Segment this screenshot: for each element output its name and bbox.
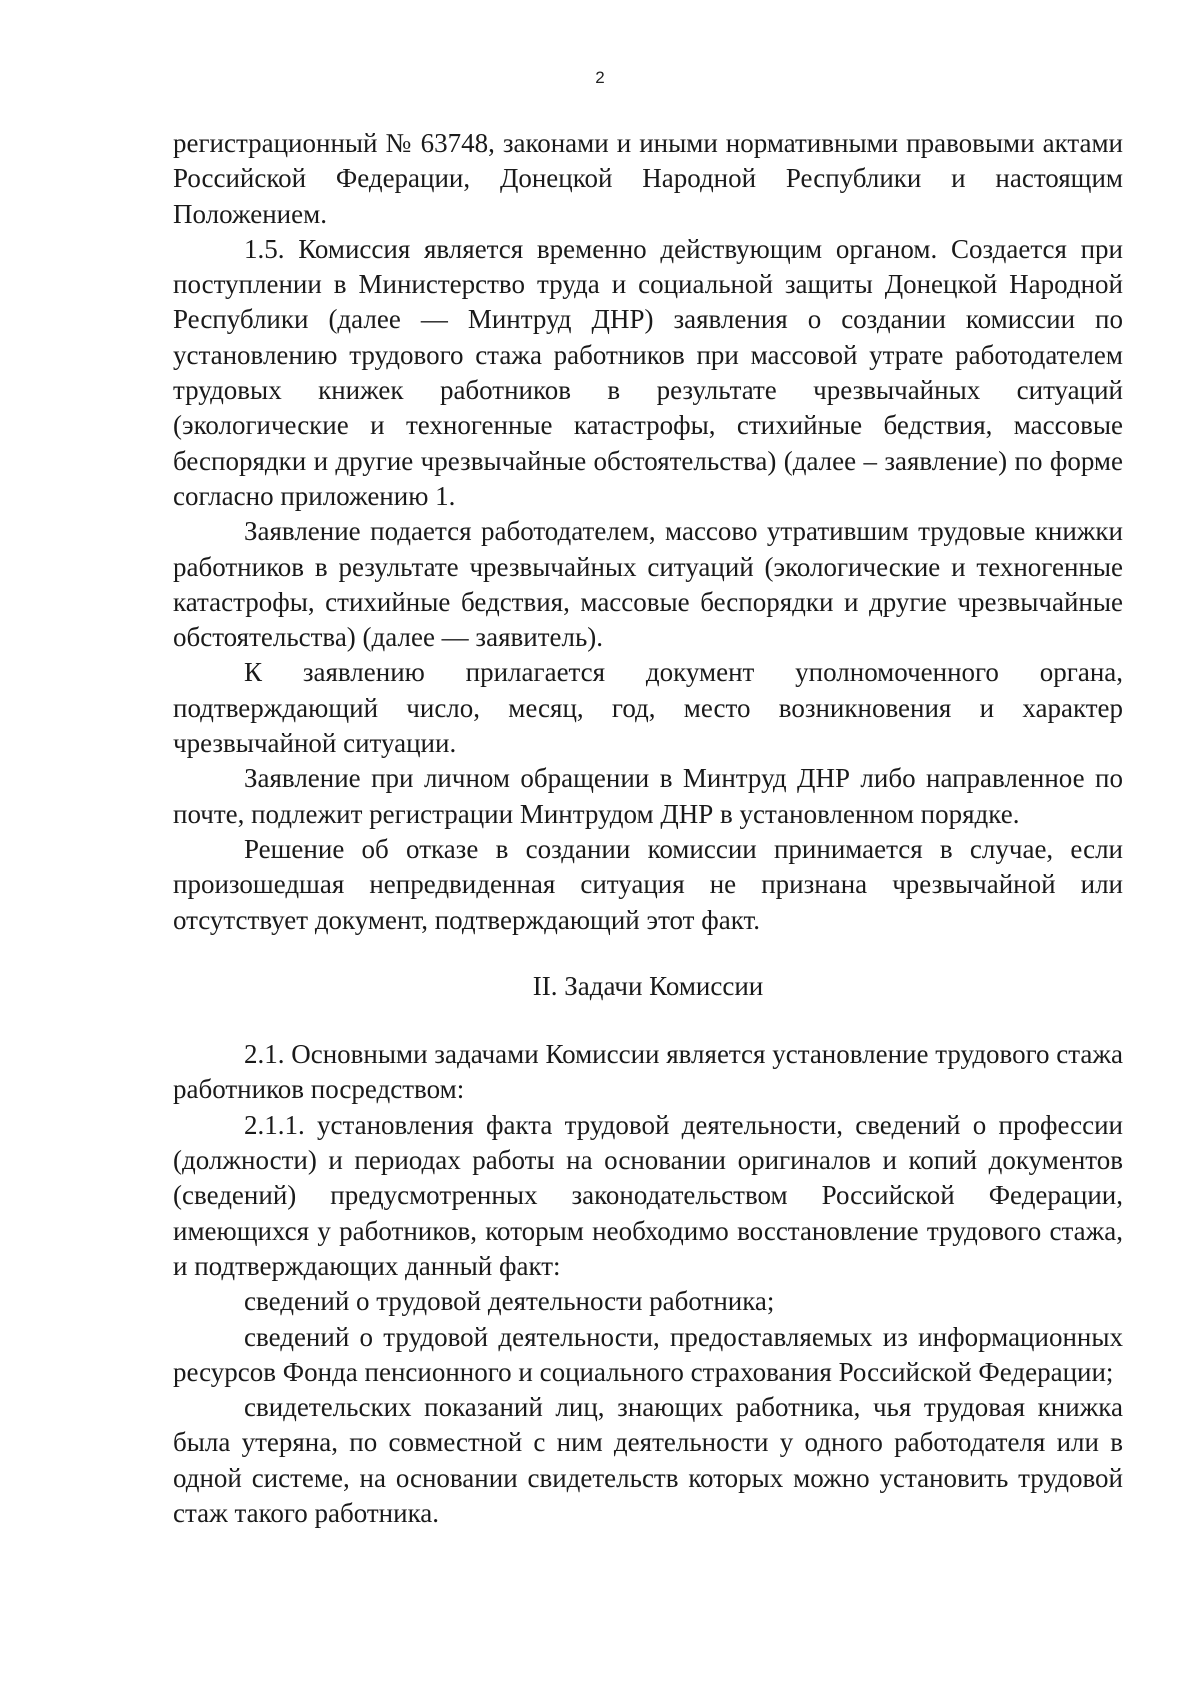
- paragraph-continuation: регистрационный № 63748, законами и иными нормативными правовыми актами Российской Федерации, Донецкой Народной Республики и настоящим Положением.: [173, 128, 1123, 229]
- paragraph-registration: Заявление при личном обращении в Минтруд ДНР либо направленное по почте, подлежит регистрации Минтрудом ДНР в установленном порядке.: [173, 763, 1123, 829]
- paragraph-2-1: 2.1. Основными задачами Комиссии является установление трудового стажа работников посредством:: [173, 1039, 1124, 1105]
- paragraph-applicant: Заявление подается работодателем, массово утратившим трудовые книжки работников в результате чрезвычайных ситуаций (экологические и техногенные катастрофы, стихийные бедствия, массовые беспорядки и другие чрезвычайные обстоятельства) (далее — заявитель).: [173, 516, 1123, 653]
- list-item-labor-info: сведений о трудовой деятельности работника;: [244, 1286, 775, 1317]
- paragraph-1-5: 1.5. Комиссия является временно действующим органом. Создается при поступлении в Министерство труда и социальной защиты Донецкой Народной Республики (далее — Минтруд ДНР) заявления о создании комиссии по установлению трудового стажа работников при массовой утрате работодателем трудовых книжек работников в результате чрезвычайных ситуаций (экологические и техногенные катастрофы, стихийные бедствия, массовые беспорядки и другие чрезвычайные обстоятельства) (далее – заявление) по форме согласно приложению 1.: [173, 233, 1123, 511]
- paragraph-attachment: К заявлению прилагается документ уполномоченного органа, подтверждающий число, месяц, год, место возникновения и характер чрезвычайной ситуации.: [173, 657, 1123, 759]
- list-item-witness-testimony: свидетельских показаний лиц, знающих работника, чья трудовая книжка была утеряна, по совместной с ним деятельности у одного работодателя или в одной системе, на основании свидетельств которых можно установить трудовой стаж такого работника.: [173, 1392, 1123, 1528]
- paragraph-2-1-1: 2.1.1. установления факта трудовой деятельности, сведений о профессии (должности) и периодах работы на основании оригиналов и копий документов (сведений) предусмотренных законодательством Российской Федерации, имеющихся у работников, которым необходимо восстановление трудового стажа, и подтверждающих данный факт:: [173, 1109, 1123, 1281]
- section-heading: II. Задачи Комиссии: [532, 970, 764, 1001]
- document-body: [173, 126, 1123, 1531]
- paragraph-refusal: Решение об отказе в создании комиссии принимается в случае, если произошедшая непредвиденная ситуация не признана чрезвычайной или отсутствует документ, подтверждающий этот факт.: [173, 833, 1123, 935]
- list-item-pension-fund-info: сведений о трудовой деятельности, предоставляемых из информационных ресурсов Фонда пенсионного и социального страхования Российской Федерации;: [173, 1321, 1123, 1387]
- page-number: 2: [595, 68, 605, 87]
